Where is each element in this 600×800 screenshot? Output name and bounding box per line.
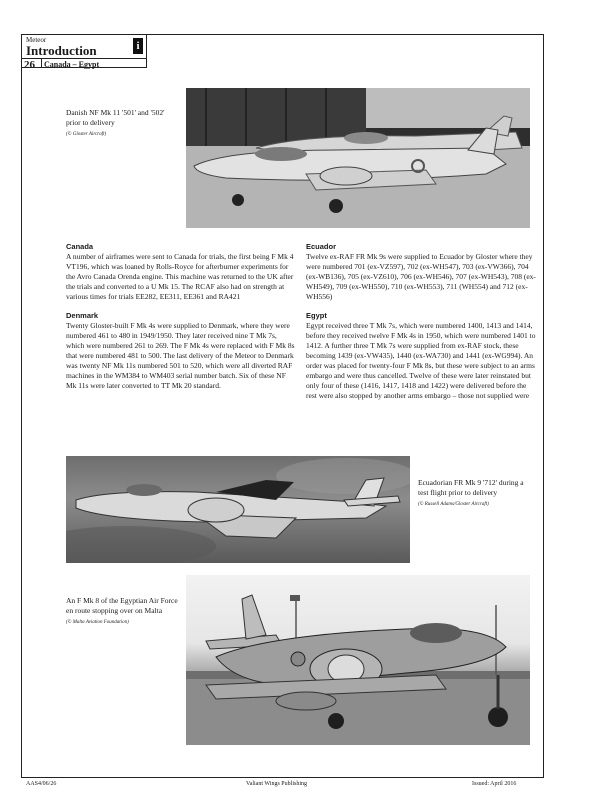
photo1-caption-text: Danish NF Mk 11 '501' and '502' prior to delivery (66, 108, 165, 127)
meteor-flight-illustration (66, 456, 410, 563)
paragraph-ecuador: Twelve ex-RAF FR Mk 9s were supplied to Ecuador by Gloster where they were numbered 701 (ex-VZ597), 702 (ex-WH547), 703 (ex-VW366), 704 (ex-WB136), 705 (ex-VZ610), 706 (ex-WH546), 707 (ex-WH543), 708 (ex-WH549), 709 (ex-WH550), 710 (ex-WH553), 711 (WH554) and 712 (ex-WH556) (306, 252, 536, 301)
photo3-caption-text: An F Mk 8 of the Egyptian Air Force en route stopping over on Malta (66, 596, 178, 615)
photo2-caption (418, 478, 530, 510)
footer-left: AAS4/06/26 (26, 781, 57, 787)
meteor-pair-illustration (186, 88, 530, 228)
paragraph-denmark: Twenty Gloster-built F Mk 4s were supplied to Denmark, where they were numbered 461 to 480 in 1949/1950. They later received nine T Mk 7s, which were numbered 261 to 269. The F Mk 4s were replaced with F Mk 8s that were numbered 481 to 500. The last delivery of the Meteor to Denmark was twenty NF Mk 11s numbered 501 to 520, which were all diverted RAF machines in the WM384 to WM403 serial number batch. Six of these NF Mk 11s were later converted to TT Mk 20 standard. (66, 321, 295, 390)
photo3-credit: (© Malta Aviation Foundation) (66, 620, 129, 625)
heading-denmark: Denmark (66, 311, 99, 320)
page-number-divider (41, 58, 42, 68)
text-column-right (306, 242, 536, 410)
paragraph-canada: A number of airframes were sent to Canada for trials, the first being F Mk 4 VT196, which was loaned by Rolls-Royce for afterburner experiments for the Avro Canada Orenda engine. This machine was returned to the UK after the trials and converted to a U Mk 15. The RCAF also had on strength at various times for trials EE282, EE311, EE361 and RA421 (66, 252, 294, 301)
footer-center: Valiant Wings Publishing (246, 781, 307, 787)
photo3-caption (66, 596, 178, 628)
heading-canada: Canada (66, 242, 94, 251)
photo2-caption-text: Ecuadorian FR Mk 9 '712' during a test flight prior to delivery (418, 478, 524, 497)
meteor-ground-illustration (186, 575, 530, 745)
page-number: 26 (24, 59, 35, 71)
photo-danish-nf11 (186, 88, 530, 228)
section-title: Introduction (26, 43, 97, 58)
paragraph-egypt: Egypt received three T Mk 7s, which were numbered 1400, 1413 and 1414, before they received twelve F Mk 4s in 1950, which were numbered 1401 to 1412. A further three T Mk 7s were supplied from ex-RAF stock, these becoming 1439 (ex-VW435), 1440 (ex-WA730) and 1441 (ex-WG994). An order was placed for twenty-four F Mk 8s, but these were subject to an arms embargo and were thus cancelled. Twelve of these were later reinstated but only four of these (1416, 1417, 1418 and 1422) were delivered before the rest were also stopped by another arms embargo – those not supplied were (306, 321, 536, 400)
heading-egypt: Egypt (306, 311, 327, 320)
footer-right: Issued: April 2016 (472, 781, 517, 787)
series-label: Meteor (26, 36, 47, 44)
photo1-credit: (© Gloster Aircraft) (66, 132, 107, 137)
heading-ecuador: Ecuador (306, 242, 337, 251)
info-icon: i (133, 38, 143, 54)
text-column-left (66, 242, 296, 400)
photo1-caption (66, 108, 174, 140)
section-subtitle: Canada – Egypt (44, 60, 100, 69)
photo-egypt-f8 (186, 575, 530, 745)
photo2-credit: (© Russell Adams/Gloster Aircraft) (418, 502, 489, 507)
page-header (21, 34, 147, 71)
photo-ecuador-fr9 (66, 456, 410, 563)
